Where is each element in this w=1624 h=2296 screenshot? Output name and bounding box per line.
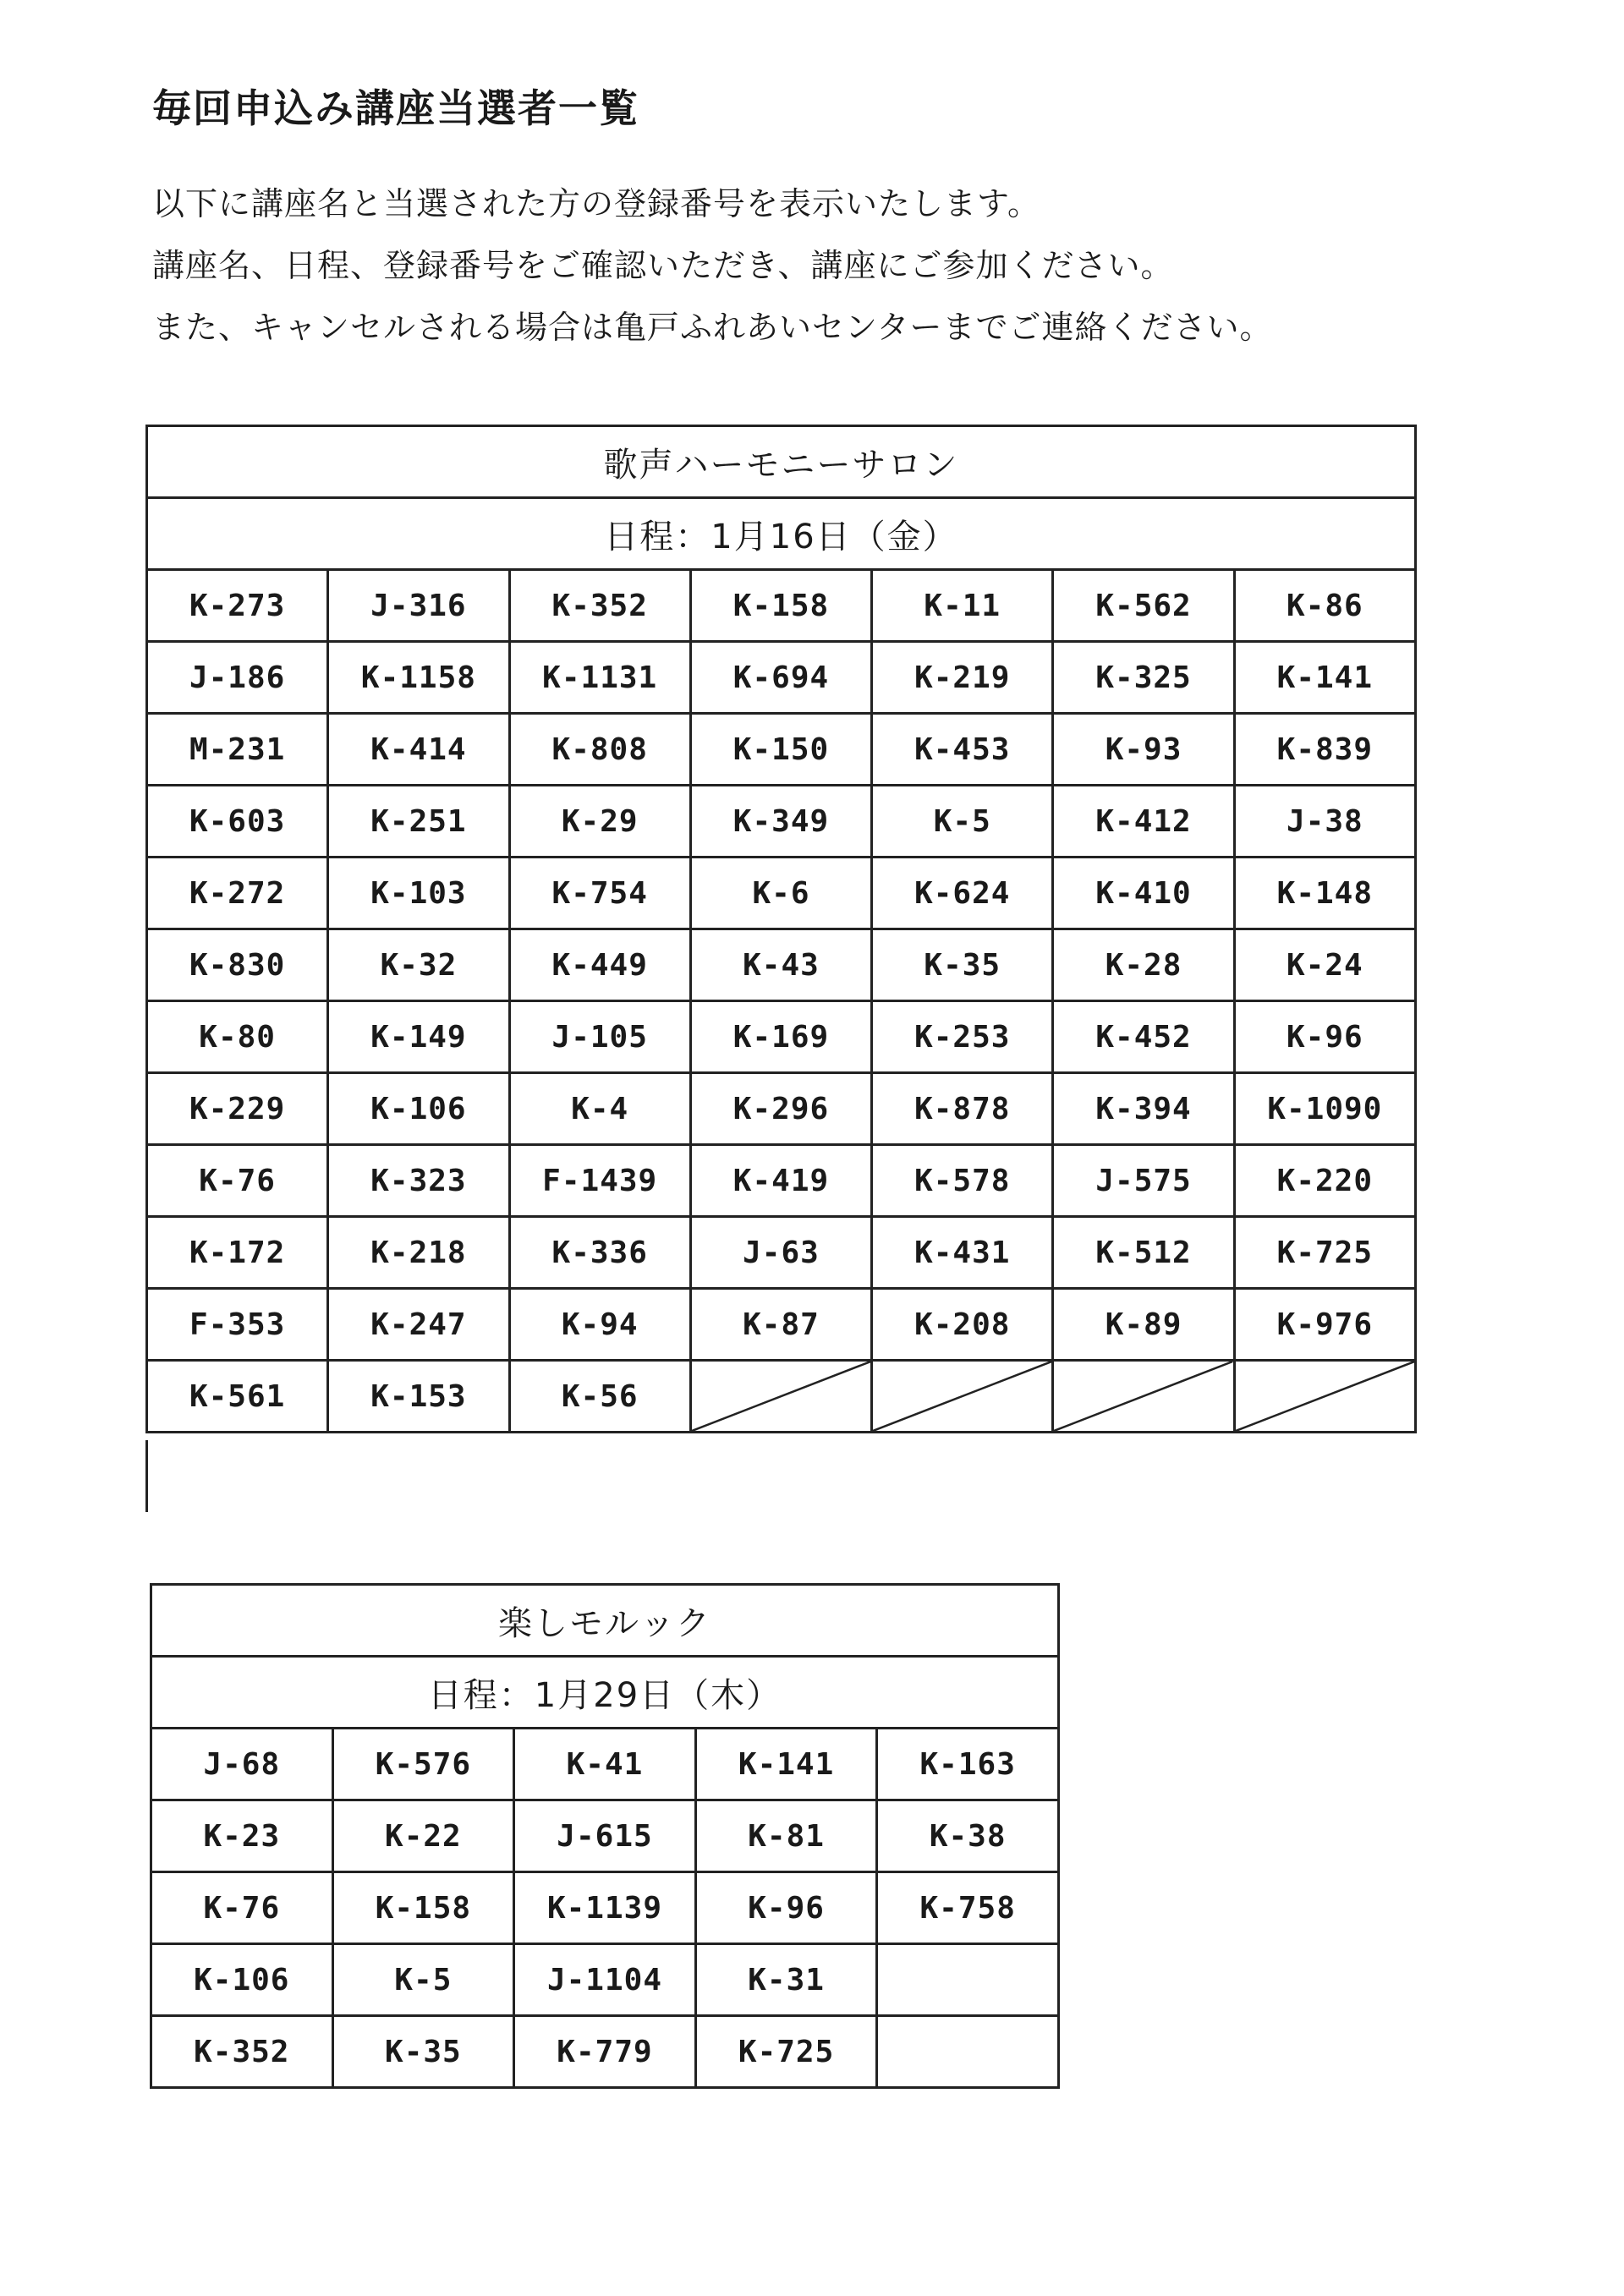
- page-title: 毎回申込み講座当選者一覧: [152, 85, 639, 131]
- table-row: [147, 1217, 1416, 1289]
- registration-number: K-394: [1053, 1073, 1234, 1145]
- course-schedule: 日程：1月16日（金）: [147, 498, 1416, 570]
- registration-number: K-325: [1053, 642, 1234, 714]
- course-schedule: 日程：1月29日（木）: [151, 1657, 1059, 1729]
- registration-number: K-148: [1234, 858, 1415, 929]
- table-border-line: [145, 1440, 148, 1512]
- course-table-molkky: [150, 1583, 1060, 2089]
- intro-line: 講座名、日程、登録番号をご確認いただき、講座にご参加ください。: [152, 247, 1174, 284]
- registration-number: K-352: [509, 570, 690, 642]
- registration-number: K-43: [690, 929, 871, 1001]
- registration-number: F-353: [147, 1289, 328, 1361]
- registration-number: J-63: [690, 1217, 871, 1289]
- registration-number: K-94: [509, 1289, 690, 1361]
- registration-number: K-725: [1234, 1217, 1415, 1289]
- registration-number: K-1158: [328, 642, 509, 714]
- registration-number: K-839: [1234, 714, 1415, 786]
- registration-number: K-76: [147, 1145, 328, 1217]
- registration-number: K-93: [1053, 714, 1234, 786]
- table-row: [151, 1800, 1059, 1872]
- course-name: 楽しモルック: [151, 1585, 1059, 1657]
- registration-number: K-141: [695, 1729, 877, 1800]
- registration-number: K-24: [1234, 929, 1415, 1001]
- registration-number: J-68: [151, 1729, 333, 1800]
- diagonal-slash: [692, 1362, 870, 1431]
- registration-number: K-103: [328, 858, 509, 929]
- registration-number: K-218: [328, 1217, 509, 1289]
- slash-line: [873, 1362, 1051, 1431]
- registration-number: K-414: [328, 714, 509, 786]
- registration-number: K-253: [872, 1001, 1053, 1073]
- registration-number: K-38: [877, 1800, 1059, 1872]
- registration-number: K-35: [332, 2016, 514, 2088]
- registration-number: K-976: [1234, 1289, 1415, 1361]
- slash-line: [692, 1362, 870, 1431]
- registration-number: K-453: [872, 714, 1053, 786]
- registration-number: K-603: [147, 786, 328, 858]
- registration-number: K-878: [872, 1073, 1053, 1145]
- diagonal-slash: [1236, 1362, 1414, 1431]
- registration-number: J-316: [328, 570, 509, 642]
- registration-number: K-449: [509, 929, 690, 1001]
- registration-number: K-56: [509, 1361, 690, 1433]
- registration-number: K-163: [877, 1729, 1059, 1800]
- registration-number: K-272: [147, 858, 328, 929]
- table-row: [147, 929, 1416, 1001]
- registration-number: K-150: [690, 714, 871, 786]
- registration-number: K-5: [332, 1944, 514, 2016]
- intro-line: 以下に講座名と当選された方の登録番号を表示いたします。: [152, 185, 1040, 222]
- registration-number: K-273: [147, 570, 328, 642]
- registration-number: K-336: [509, 1217, 690, 1289]
- registration-number: K-153: [328, 1361, 509, 1433]
- registration-number: K-296: [690, 1073, 871, 1145]
- table-row: [147, 642, 1416, 714]
- table-row: [147, 1145, 1416, 1217]
- course-name: 歌声ハーモニーサロン: [147, 426, 1416, 498]
- registration-number: K-562: [1053, 570, 1234, 642]
- slash-line: [1236, 1362, 1414, 1431]
- registration-number: K-349: [690, 786, 871, 858]
- registration-number: J-1104: [514, 1944, 696, 2016]
- registration-number: K-1139: [514, 1872, 696, 1944]
- registration-number: J-186: [147, 642, 328, 714]
- registration-number: K-158: [332, 1872, 514, 1944]
- table-row: [147, 1361, 1416, 1433]
- registration-number: K-431: [872, 1217, 1053, 1289]
- registration-number: K-35: [872, 929, 1053, 1001]
- registration-number: K-11: [872, 570, 1053, 642]
- registration-number: F-1439: [509, 1145, 690, 1217]
- registration-number: J-615: [514, 1800, 696, 1872]
- registration-number: K-106: [328, 1073, 509, 1145]
- registration-number: K-172: [147, 1217, 328, 1289]
- registration-number: K-80: [147, 1001, 328, 1073]
- registration-number: K-779: [514, 2016, 696, 2088]
- empty-cell: [877, 1944, 1059, 2016]
- registration-number: K-561: [147, 1361, 328, 1433]
- slash-line: [1054, 1362, 1232, 1431]
- table-row: [151, 2016, 1059, 2088]
- registration-number: K-323: [328, 1145, 509, 1217]
- registration-number: K-725: [695, 2016, 877, 2088]
- empty-cell: [690, 1361, 871, 1433]
- registration-number: K-89: [1053, 1289, 1234, 1361]
- registration-number: K-32: [328, 929, 509, 1001]
- registration-number: K-96: [695, 1872, 877, 1944]
- registration-number: K-578: [872, 1145, 1053, 1217]
- table-row: [147, 858, 1416, 929]
- table-row: [147, 714, 1416, 786]
- registration-number: K-251: [328, 786, 509, 858]
- diagonal-slash: [1054, 1362, 1232, 1431]
- table-row: [147, 1001, 1416, 1073]
- registration-number: K-419: [690, 1145, 871, 1217]
- registration-number: K-6: [690, 858, 871, 929]
- table-row: [147, 786, 1416, 858]
- registration-number: K-158: [690, 570, 871, 642]
- course-table-singing-salon: [145, 425, 1417, 1433]
- registration-number: K-412: [1053, 786, 1234, 858]
- table-row: [147, 570, 1416, 642]
- registration-number: K-96: [1234, 1001, 1415, 1073]
- intro-line: また、キャンセルされる場合は亀戸ふれあいセンターまでご連絡ください。: [152, 309, 1273, 346]
- registration-number: K-81: [695, 1800, 877, 1872]
- table-row: [151, 1729, 1059, 1800]
- registration-number: M-231: [147, 714, 328, 786]
- registration-number: K-4: [509, 1073, 690, 1145]
- registration-number: K-229: [147, 1073, 328, 1145]
- registration-number: K-758: [877, 1872, 1059, 1944]
- registration-number: K-29: [509, 786, 690, 858]
- registration-number: K-149: [328, 1001, 509, 1073]
- empty-cell: [1234, 1361, 1415, 1433]
- registration-number: K-247: [328, 1289, 509, 1361]
- intro-text: [152, 173, 1272, 359]
- registration-number: K-22: [332, 1800, 514, 1872]
- registration-number: K-219: [872, 642, 1053, 714]
- diagonal-slash: [873, 1362, 1051, 1431]
- table-row: [147, 1289, 1416, 1361]
- registration-number: K-106: [151, 1944, 333, 2016]
- registration-number: K-694: [690, 642, 871, 714]
- registration-number: K-5: [872, 786, 1053, 858]
- registration-number: K-208: [872, 1289, 1053, 1361]
- registration-number: K-754: [509, 858, 690, 929]
- registration-number: K-1131: [509, 642, 690, 714]
- registration-number: K-28: [1053, 929, 1234, 1001]
- table-row: [147, 1073, 1416, 1145]
- registration-number: K-452: [1053, 1001, 1234, 1073]
- empty-cell: [877, 2016, 1059, 2088]
- registration-number: J-575: [1053, 1145, 1234, 1217]
- registration-number: K-830: [147, 929, 328, 1001]
- registration-number: K-31: [695, 1944, 877, 2016]
- registration-number: K-41: [514, 1729, 696, 1800]
- registration-number: K-220: [1234, 1145, 1415, 1217]
- empty-cell: [872, 1361, 1053, 1433]
- registration-number: K-352: [151, 2016, 333, 2088]
- registration-number: K-576: [332, 1729, 514, 1800]
- registration-number: K-141: [1234, 642, 1415, 714]
- registration-number: J-105: [509, 1001, 690, 1073]
- table-row: [151, 1944, 1059, 2016]
- registration-number: K-76: [151, 1872, 333, 1944]
- registration-number: K-624: [872, 858, 1053, 929]
- registration-number: K-86: [1234, 570, 1415, 642]
- registration-number: J-38: [1234, 786, 1415, 858]
- registration-number: K-87: [690, 1289, 871, 1361]
- registration-number: K-410: [1053, 858, 1234, 929]
- registration-number: K-23: [151, 1800, 333, 1872]
- registration-number: K-1090: [1234, 1073, 1415, 1145]
- empty-cell: [1053, 1361, 1234, 1433]
- registration-number: K-169: [690, 1001, 871, 1073]
- registration-number: K-512: [1053, 1217, 1234, 1289]
- table-row: [151, 1872, 1059, 1944]
- registration-number: K-808: [509, 714, 690, 786]
